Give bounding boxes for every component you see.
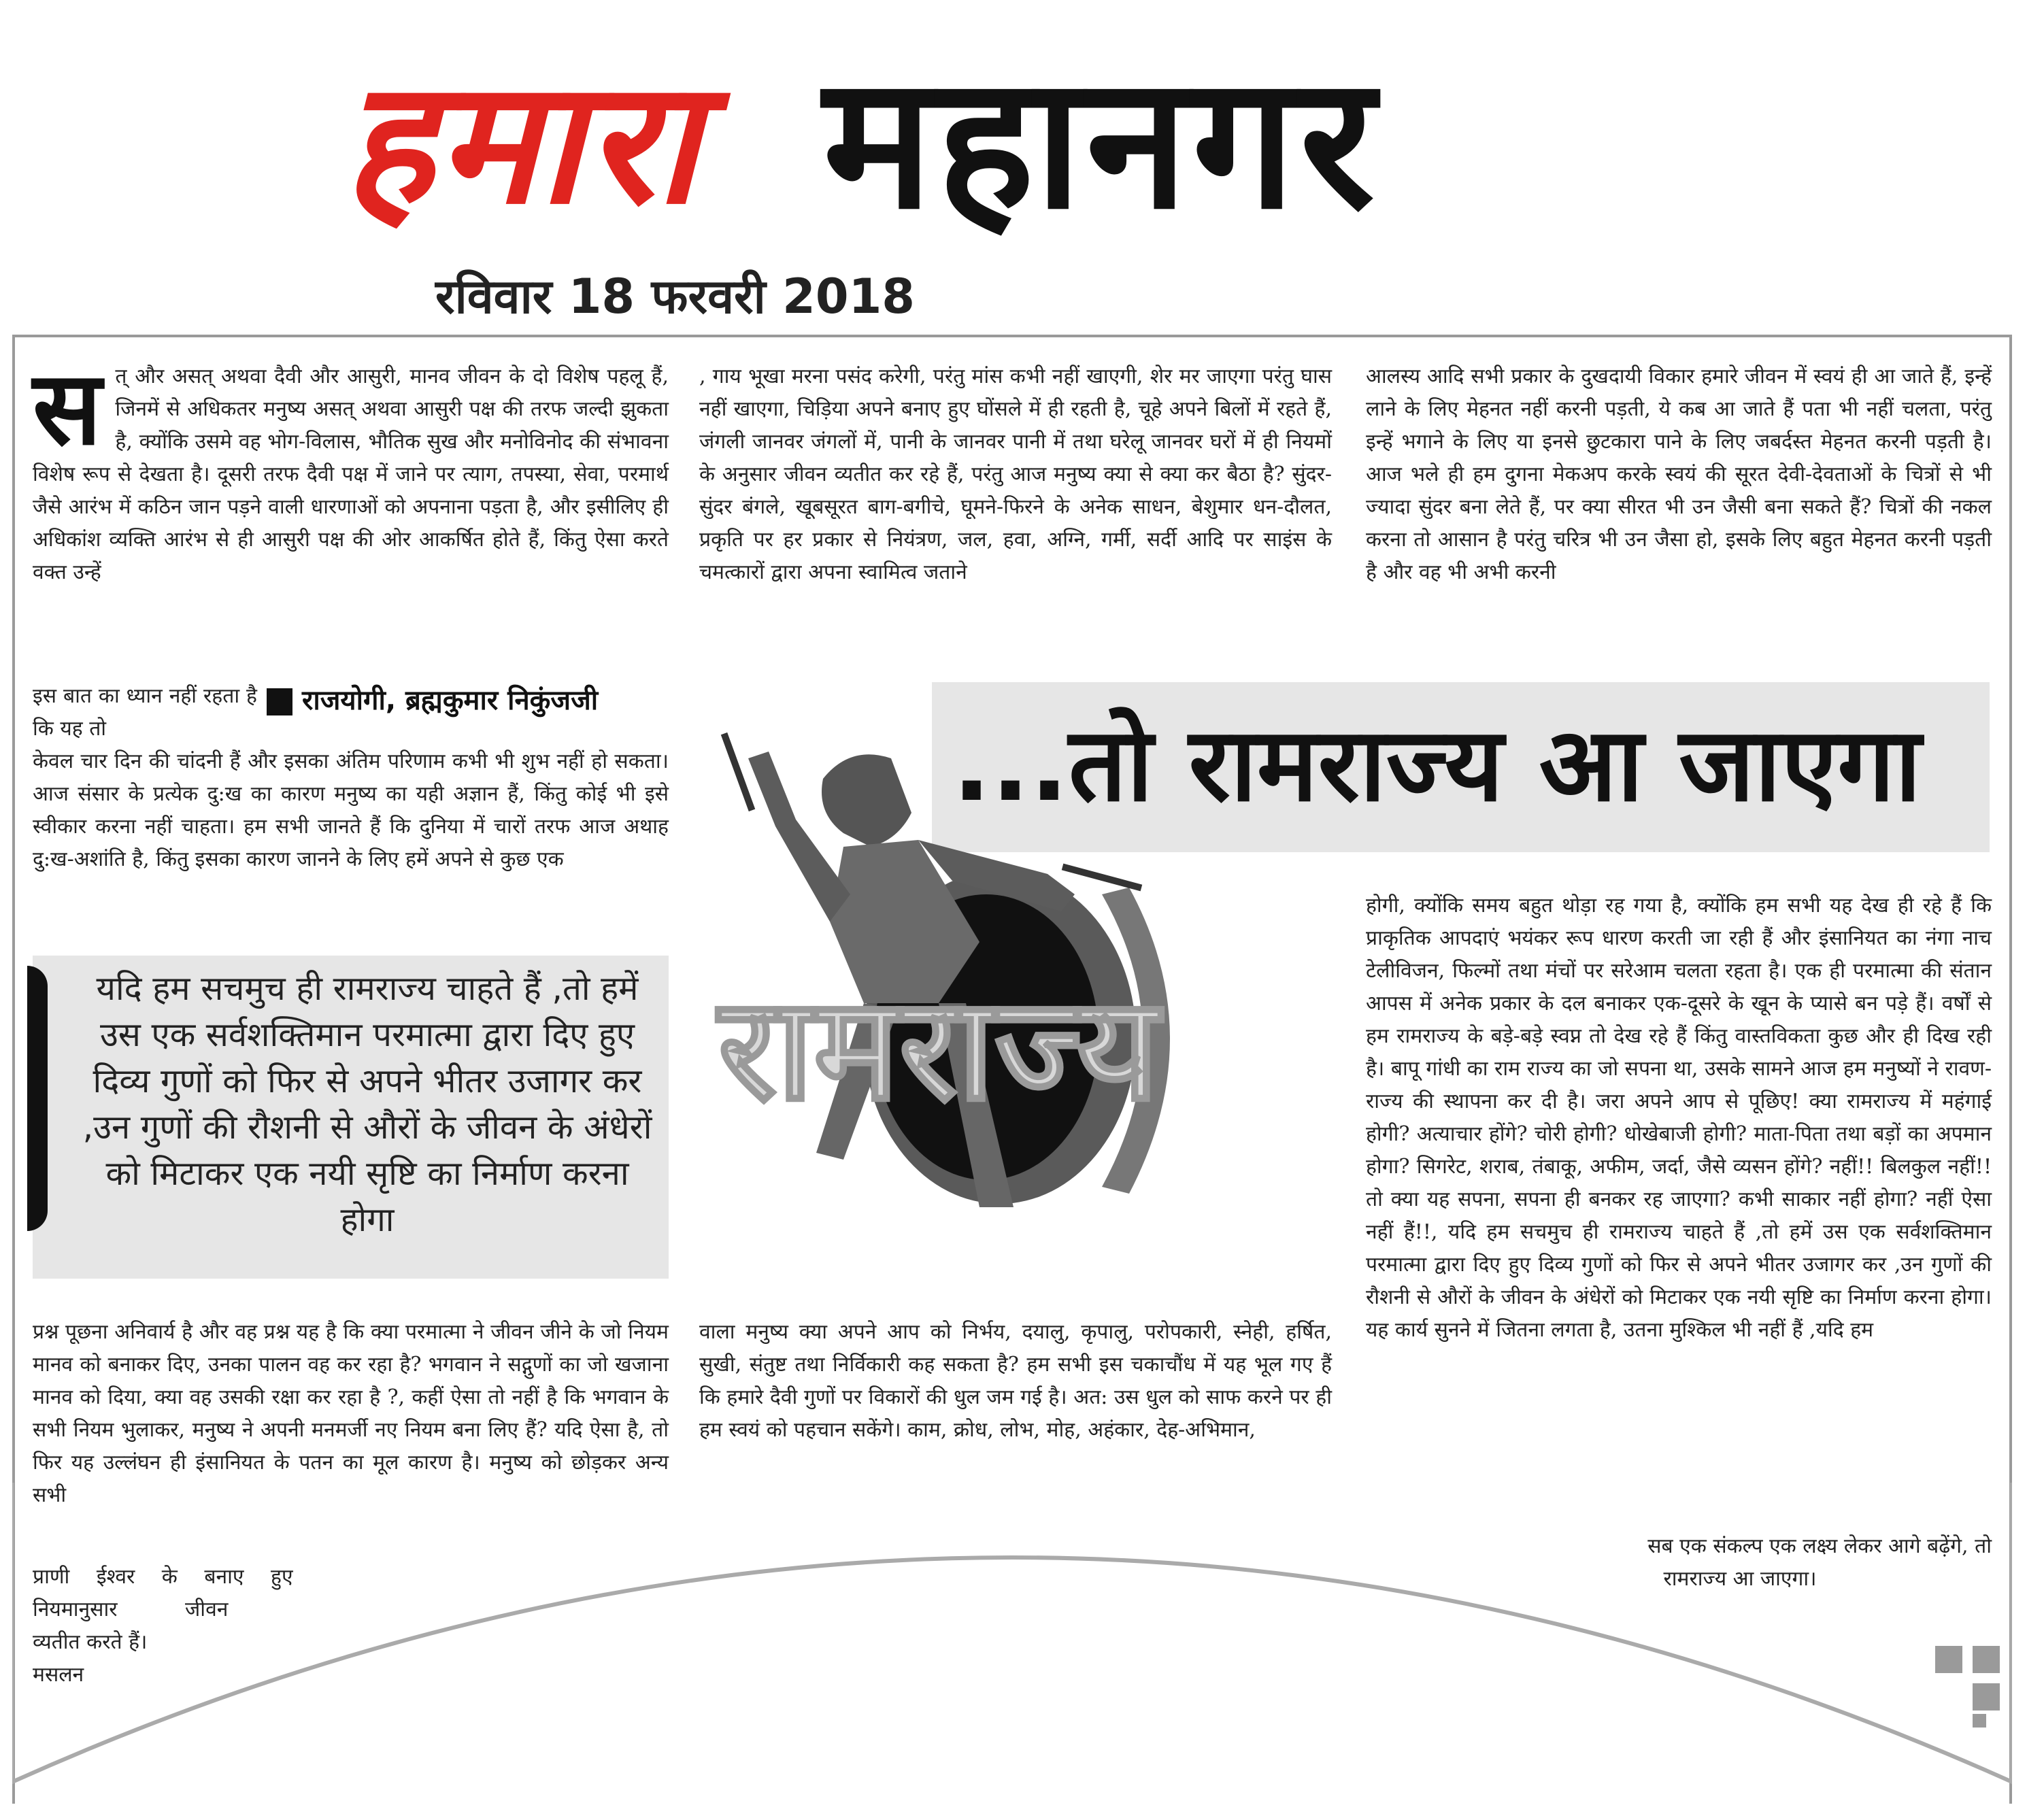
column-3-top — [1366, 360, 1992, 589]
column-2-paragraph-1: , गाय भूखा मरना पसंद करेगी, परंतु मांस कभी नहीं खाएगी, शेर मर जाएगा परंतु घास नहीं खाएगा, चिड़िया अपने बनाए हुए घोंसले में ही रहती है, चूहे अपने बिलों में रहते हैं, जंगली जानवर जंगलों में, पानी के जानवर पानी में तथा घरेलू जानवर घरों में ही नियमों के अनुसार जीवन व्यतीत कर रहे हैं, परंतु आज मनुष्य क्या से क्या कर बैठा है? सुंदर-सुंदर बंगले, खूबसूरत बाग-बगीचे, घूमने-फिरने के अनेक साधन, बेशुमार धन-दौलत, प्रकृति पर हर प्रकार से नियंत्रण, जल, हवा, अग्नि, गर्मी, सर्दी आदि पर साइंस के चमत्कारों द्वारा अपना स्वामित्व जताने — [699, 365, 1332, 584]
illustration-lettering: रामराज्य — [718, 966, 1160, 1132]
byline-text: राजयोगी, ब्रह्मकुमार निकुंजजी — [302, 685, 599, 716]
column-3-paragraph-1: आलस्य आदि सभी प्रकार के दुखदायी विकार हमारे जीवन में स्वयं ही आ जाते हैं, इन्हें लाने के लिए मेहनत नहीं करनी पड़ती, ये कब आ जाते हैं पता भी नहीं चलता, परंतु इन्हें भगाने के लिए या इनसे छुटकारा पाने के लिए जबर्दस्त मेहनत करनी पड़ती है। आज भले ही हम दुगना मेकअप करके स्वयं की सूरत देवी-देवताओं के चित्रों से भी ज्यादा सुंदर बना लेते हैं, पर क्या सीरत भी उन जैसी बना सकते हैं? चित्रों की नकल करना तो आसान है परंतु चरित्र भी उन जैसा हो, इसके लिए बहुत मेहनत करनी पड़ती है और वह भी अभी करनी — [1366, 365, 1992, 584]
column-3-bottom — [1366, 890, 1992, 1347]
column-1-byline-wrap — [33, 680, 257, 745]
column-2-bottom — [699, 1316, 1332, 1447]
column-1-tail-line: नियमानुसार जीवन — [33, 1598, 229, 1621]
column-3-tail-line: रामराज्य आ जाएगा। — [1663, 1567, 1817, 1591]
headline: ...तो रामराज्य आ जाएगा — [952, 706, 1922, 824]
column-1-top — [33, 348, 669, 589]
drop-cap: स — [33, 348, 102, 468]
column-1-middle — [33, 745, 669, 876]
column-1-paragraph-4: प्रश्न पूछना अनिवार्य है और वह प्रश्न यह है कि क्या परमात्मा ने जीवन जीने के जो नियम मानव को बनाकर दिए, उनका पालन वह कर रहा है? भगवान ने सद्गुणों का जो खजाना मानव को दिया, क्या वह उसकी रक्षा कर रहा है ?, कहीं ऐसा तो नहीं है कि भगवान के सभी नियम भुलाकर, मनुष्य ने अपनी मनमर्जी नए नियम बना लिए हैं? यदि ऐसा है, तो फिर यह उल्लंघन ही इंसानियत के पतन का मूल कारण है। मनुष्य को छोड़कर अन्य सभी — [33, 1320, 669, 1507]
column-3-tail-line: सब एक संकल्प एक लक्ष्य लेकर आगे बढ़ेंगे, तो — [1647, 1534, 1992, 1558]
drummer-illustration — [694, 718, 1347, 1262]
byline-square-icon — [267, 688, 292, 715]
column-2-top — [699, 360, 1332, 589]
corner-mark-icon — [1935, 1646, 2010, 1728]
byline — [267, 680, 598, 718]
masthead — [0, 0, 2027, 324]
column-1-paragraph-1: त् और असत् अथवा दैवी और आसुरी, मानव जीवन के दो विशेष पहलू हैं, जिनमें से अधिकतर मनुष्य असत् अथवा आसुरी पक्ष की तरफ जल्दी झुकता है, क्योंकि उसमे वह भोग-विलास, भौतिक सुख और मनोविनोद की संभावना विशेष रूप से देखता है। दूसरी तरफ दैवी पक्ष में जाने पर त्याग, तपस्या, सेवा, परमार्थ जैसे आरंभ में कठिन जान पड़ने वाली धारणाओं को अपनाना पड़ता है, और इसीलिए ही अधिकांश व्यक्ति आरंभ से ही आसुरी पक्ष की ओर आकर्षित होते हैं, किंतु ऐसा करते वक्त उन्हें — [33, 365, 669, 584]
column-1-tail-line: प्राणी ईश्वर के बनाए हुए — [33, 1565, 293, 1589]
pull-quote: यदि हम सचमुच ही रामराज्य चाहते हैं ,तो हमें उस एक सर्वशक्तिमान परमात्मा द्वारा दिए हुए दिव्य गुणों को फिर से अपने भीतर उजागर कर ,उन गुणों की रौशनी से औरों के जीवन के अंधेरों को मिटाकर एक नयी सृष्टि का निर्माण करना होगा — [82, 969, 652, 1239]
column-1-tail-line: मसलन — [33, 1663, 84, 1687]
bottom-curve-decoration — [12, 1483, 2012, 1820]
masthead-title-black: महानगर — [823, 35, 1379, 250]
masthead-title-red: हमारा — [344, 44, 701, 241]
column-1-paragraph-3: केवल चार दिन की चांदनी हैं और इसका अंतिम परिणाम कभी भी शुभ नहीं हो सकता। आज संसार के प्रत्येक दु:ख का कारण मनुष्य का यही अज्ञान हैं, किंतु कोई भी इसे स्वीकार करना नहीं चाहता। हम सभी जानते हैं कि दुनिया में चारों तरफ आज अथाह दु:ख-अशांति है, किंतु इसका कारण जानने के लिए हमें अपने से कुछ एक — [33, 749, 669, 871]
pull-quote-marker — [27, 966, 48, 1231]
column-3-paragraph-2: होगी, क्योंकि समय बहुत थोड़ा रह गया है, क्योंकि हम सभी यह देख ही रहे हैं कि प्राकृतिक आपदाएं भयंकर रूप धारण करती जा रही हैं और इंसानियत का नंगा नाच टेलीविजन, फिल्मों तथा मंचों पर सरेआम चलता रहता है। एक ही परमात्मा की संतान आपस में अनेक प्रकार के दल बनाकर एक-दूसरे के खून के प्यासे बन पड़े हैं। वर्षों से हम रामराज्य के बड़े-बड़े स्वप्न तो देख रहे हैं किंतु वास्तविकता कुछ और ही दिख रही है। बापू गांधी का राम राज्य का जो सपना था, उसके सामने आज हम मनुष्यों ने रावण-राज्य की स्थापना कर दी है। जरा अपने आप से पूछिए! क्या रामराज्य में महंगाई होगी? अत्याचार होंगे? चोरी होगी? धोखेबाजी होगी? माता-पिता तथा बड़ों का अपमान होगा? सिगरेट, शराब, तंबाकू, अफीम, जर्दा, जैसे व्यसन होंगे? नहीं!! बिलकुल नहीं!! तो क्या यह सपना, सपना ही बनकर रह जाएगा? कभी साकार नहीं होगा? नहीं ऐसा नहीं हैं!!, यदि हम सचमुच ही रामराज्य चाहते हैं ,तो हमें उस एक सर्वशक्तिमान परमात्मा द्वारा दिए हुए दिव्य गुणों को फिर से अपने भीतर उजागर कर ,उन गुणों की रौशनी से औरों के जीवन के अंधेरों को मिटाकर एक नयी सृष्टि का निर्माण करना होगा। यह कार्य सुनने में जितना लगता है, उतना मुश्किल भी नहीं हैं ,यदि हम — [1366, 894, 1992, 1342]
dateline: रविवार 18 फरवरी 2018 — [435, 269, 915, 324]
column-1-paragraph-2: इस बात का ध्यान नहीं रहता है कि यह तो — [33, 684, 257, 741]
column-2-paragraph-2: वाला मनुष्य क्या अपने आप को निर्भय, दयालु, कृपालु, परोपकारी, स्नेही, हर्षित, सुखी, संतुष्ट तथा निर्विकारी कह सकता है? हम सभी इस चकाचौंध में यह भूल गए हैं कि हमारे दैवी गुणों पर विकारों की धुल जम गई है। अत: उस धुल को साफ करने पर ही हम स्वयं को पहचान सकेंगे। काम, क्रोध, लोभ, मोह, अहंकार, देह-अभिमान, — [699, 1320, 1332, 1442]
column-1-tail-line: व्यतीत करते हैं। — [33, 1630, 148, 1654]
